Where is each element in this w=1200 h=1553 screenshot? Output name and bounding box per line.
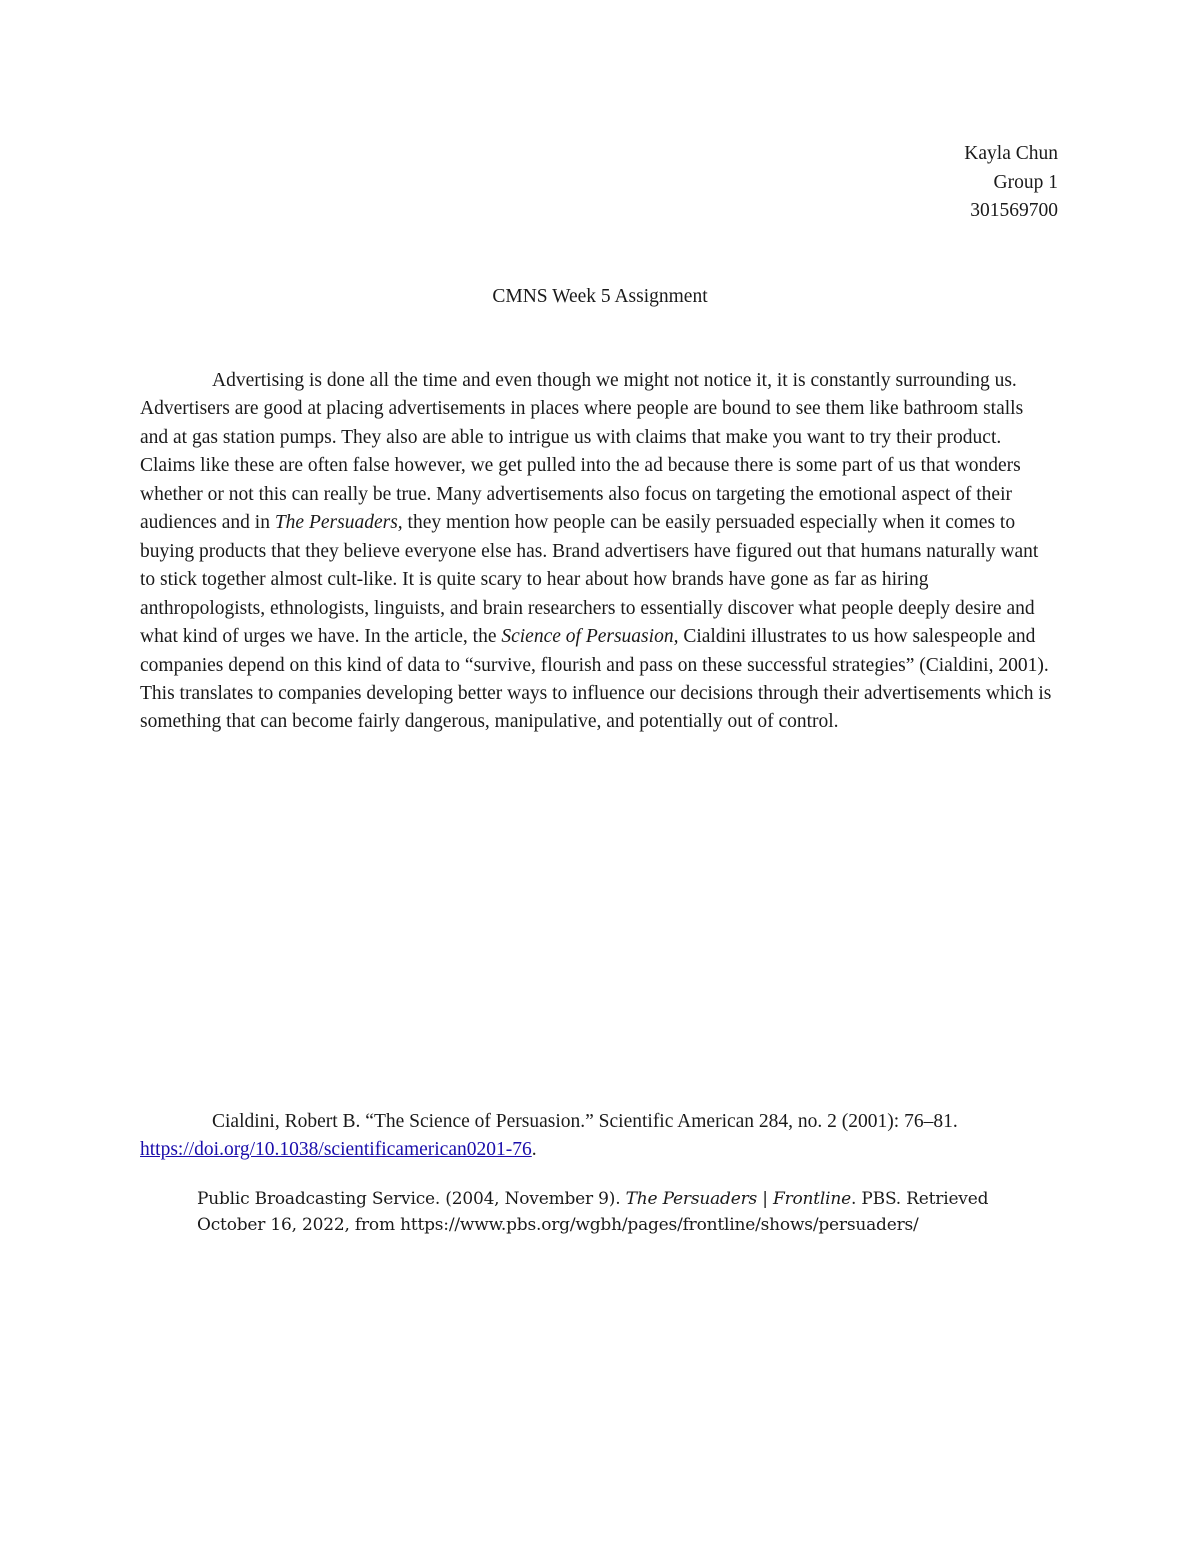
reference-pbs-part2: . PBS. Retrieved October 16, 2022, from https://www.pbs.org/wgbh/pages/frontline/shows/persuaders/ [197,1189,989,1235]
reference-cialdini-text: Cialdini, Robert B. “The Science of Persuasion.” Scientific American 284, no. 2 (2001): 76–81. [212,1111,958,1132]
author-header [964,140,1058,226]
body-italic-persuaders: The Persuaders, [274,512,403,534]
reference-pbs-part1: Public Broadcasting Service. (2004, November 9). [197,1189,626,1209]
document-title: CMNS Week 5 Assignment [492,286,708,307]
body-text-part2: they mention how people can be easily persuaded especially when it comes to buying products that they believe everyone else has. Brand advertisers have figured out that humans naturally want to stick together almost cult-like. It is quite scary to hear about how brands have gone as far as hiring anthropologists, ethnologists, linguists, and brain researchers to essentially discover what people deeply desire and what kind of urges we have. In the article, the [140,512,1039,648]
body-paragraph [140,367,1056,737]
group-label: Group 1 [993,171,1058,193]
reference-cialdini [140,1108,1056,1164]
reference-doi-link[interactable]: https://doi.org/10.1038/scientificamerican0201-76 [140,1139,532,1160]
body-text-part1: Advertising is done all the time and even though we might not notice it, it is constantly surrounding us. Advertisers are good at placing advertisements in places where people are bound to see them like bathroom stalls and at gas station pumps. They also are able to intrigue us with claims that make you want to try their product. Claims like these are often false however, we get pulled into the ad because there is some part of us that wonders whether or not this can really be true. Many advertisements also focus on targeting the emotional aspect of their audiences and in [140,370,1024,534]
body-text-part3: Cialdini illustrates to us how salespeople and companies depend on this kind of data to “survive, flourish and pass on these successful strategies” (Cialdini, 2001). This translates to companies developing better ways to influence our decisions through their advertisements which is something that can become fairly dangerous, manipulative, and potentially out of control. [140,626,1052,733]
body-italic-science: Science of Persuasion, [501,626,679,648]
reference-cialdini-end: . [531,1139,537,1160]
reference-pbs [197,1186,1057,1238]
author-name: Kayla Chun [964,143,1058,164]
reference-pbs-italic: The Persuaders | Frontline [625,1189,851,1209]
student-id: 301569700 [970,200,1058,221]
